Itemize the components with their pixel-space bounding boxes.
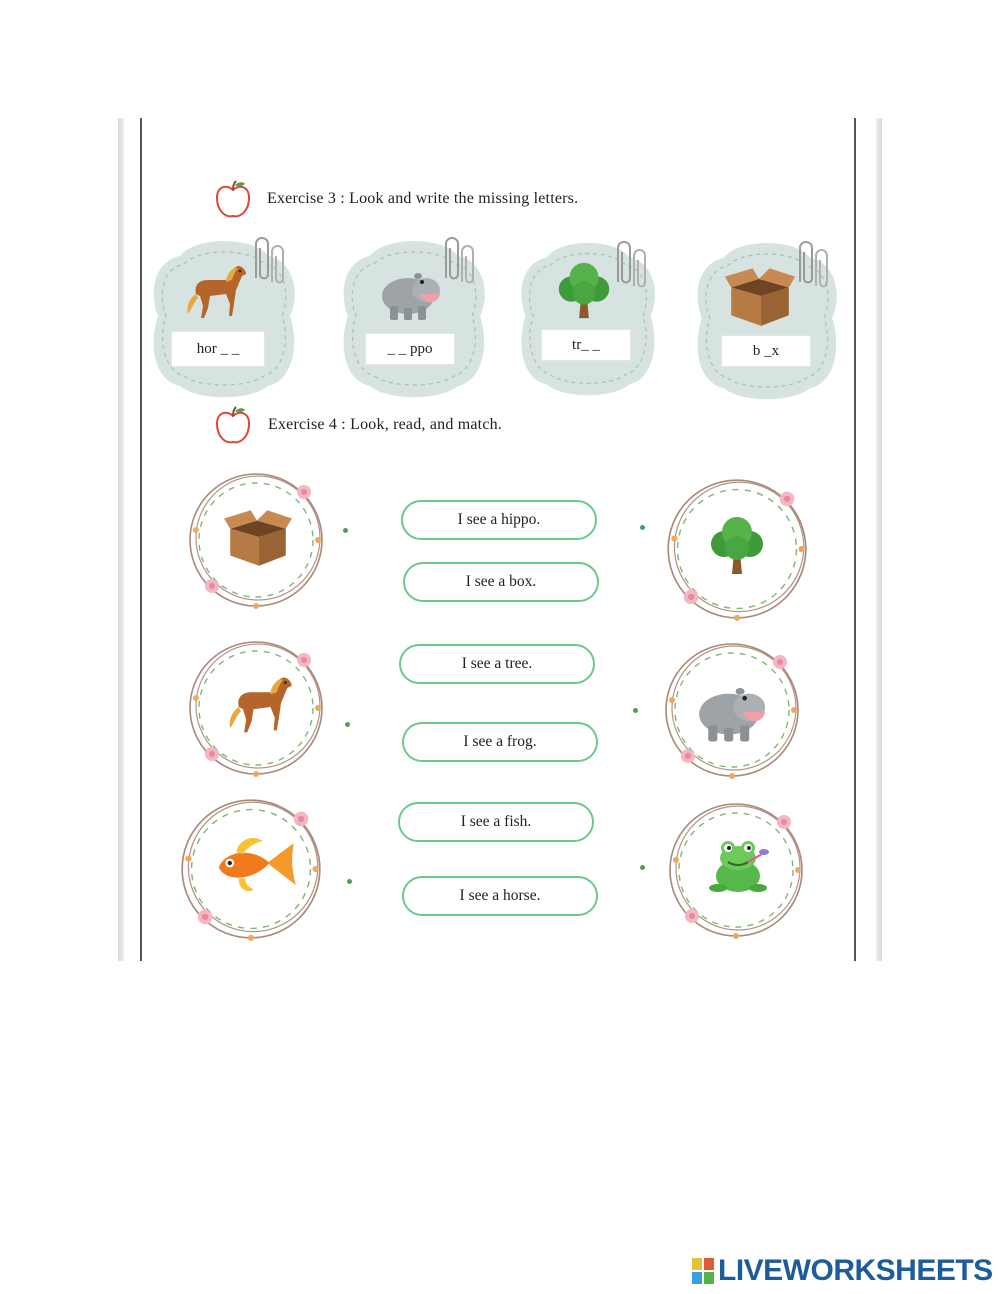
- sentence-pill-3[interactable]: I see a tree.: [399, 644, 595, 684]
- answer-field-hippo[interactable]: [366, 334, 454, 364]
- answer-input-box[interactable]: [722, 342, 810, 361]
- match-right-tree: [664, 476, 810, 627]
- sentence-pill-5[interactable]: I see a fish.: [398, 802, 594, 842]
- sheet-frame-left: [118, 118, 124, 961]
- tree-icon: [552, 260, 616, 322]
- answer-input-tree[interactable]: [542, 336, 630, 355]
- apple-icon: [213, 180, 253, 220]
- match-dot-right-3[interactable]: [640, 865, 645, 870]
- box-icon: [720, 264, 800, 328]
- horse-icon: [182, 264, 252, 324]
- exercise-3-card-hippo: [340, 236, 488, 398]
- match-dot-left-1[interactable]: [343, 528, 348, 533]
- sheet-frame-right: [876, 118, 882, 961]
- match-dot-left-2[interactable]: [345, 722, 350, 727]
- sentence-pill-1[interactable]: I see a hippo.: [401, 500, 597, 540]
- paperclip-icon: [794, 238, 834, 290]
- exercise-3-card-box: [694, 238, 840, 400]
- hippo-icon: [374, 266, 446, 324]
- match-dot-left-3[interactable]: [347, 879, 352, 884]
- paperclip-icon: [612, 238, 652, 290]
- tree-icon: [704, 510, 770, 582]
- answer-input-horse[interactable]: [172, 340, 264, 359]
- exercise-4-title: Exercise 4 : Look, read, and match.: [268, 416, 503, 433]
- frog-icon: [704, 834, 772, 898]
- paperclip-icon: [250, 234, 290, 286]
- match-left-box: [186, 470, 326, 615]
- liveworksheets-brand: [692, 1254, 993, 1288]
- match-right-hippo: [662, 640, 802, 785]
- answer-input-hippo[interactable]: [366, 340, 454, 359]
- horse-icon: [224, 674, 298, 740]
- hippo-icon: [690, 680, 772, 746]
- exercise-3-card-tree: [518, 238, 658, 396]
- answer-field-box[interactable]: [722, 336, 810, 366]
- liveworksheets-logo-icon: [692, 1258, 714, 1284]
- fish-icon: [210, 828, 298, 898]
- exercise-3-card-horse: [150, 236, 298, 398]
- match-left-horse: [186, 638, 326, 783]
- match-left-fish: [178, 796, 324, 947]
- match-dot-right-1[interactable]: [640, 525, 645, 530]
- apple-icon: [213, 406, 253, 446]
- sentence-pill-6[interactable]: I see a horse.: [402, 876, 598, 916]
- brand-name: LIVEWORKSHEETS: [718, 1254, 993, 1287]
- match-right-frog: [666, 800, 806, 945]
- answer-field-tree[interactable]: [542, 330, 630, 360]
- box-icon: [222, 506, 294, 568]
- sheet-margin-rule-right: [854, 118, 856, 961]
- paperclip-icon: [440, 234, 480, 286]
- sentence-pill-4[interactable]: I see a frog.: [402, 722, 598, 762]
- answer-field-horse[interactable]: [172, 332, 264, 366]
- exercise-3-title: Exercise 3 : Look and write the missing letters.: [267, 190, 579, 207]
- sheet-margin-rule-left: [140, 118, 142, 961]
- match-dot-right-2[interactable]: [633, 708, 638, 713]
- sentence-pill-2[interactable]: I see a box.: [403, 562, 599, 602]
